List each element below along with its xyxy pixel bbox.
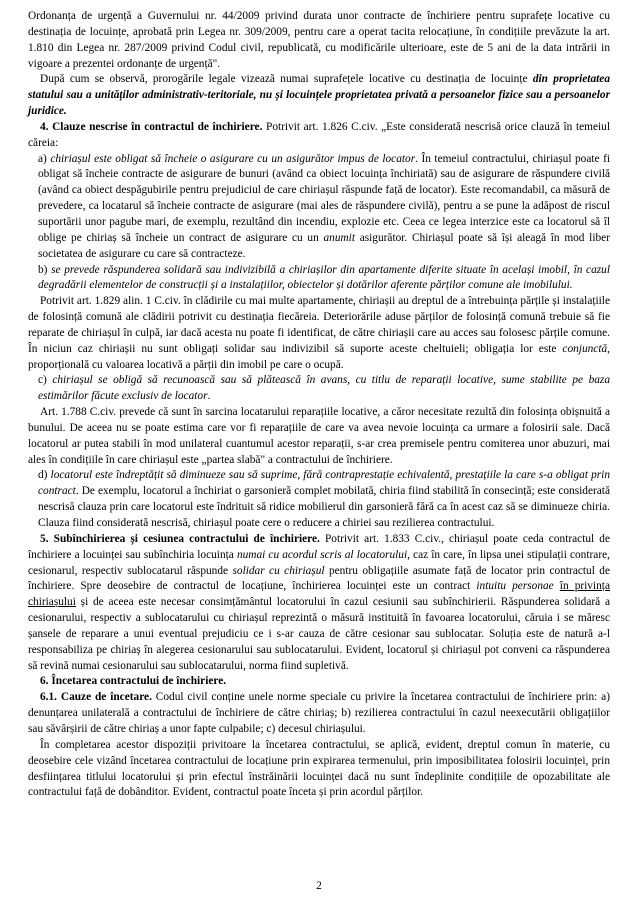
paragraph: a) chiriașul este obligat să încheie o asigurare cu un asigurător impus de locator. În temeiul contractului, chiriașul poate fi obligat să încheie contracte de asigurare de bunuri (având ca obiect locuința închiriată) sau de asigurare de răspundere civilă (având ca obiect despăgubirile pentru prejudiciul de care chiriașul răspunde față de locator). Este recomandabil, ca măsură de prevedere, ca locatarul să încheie contracte de asigurare (mai ales de răspundere civilă), pentru a se pune la adăpost de riscul suportării unor pagube mari, de exemplu, rezultând din incendiu, explozie etc. Ceea ce legea interzice este ca locatorul să îl oblige pe chiriaș să încheie un contract de asigurare cu un anumit asigurător. Chiriașul poate să își aleagă în mod liber societatea de asigurare cu care să contracteze.: [38, 152, 610, 260]
paragraph: 4. Clauze nescrise în contractul de închiriere. Potrivit art. 1.826 C.civ. „Este considerată nescrisă orice clauză în temeiul căreia:: [28, 120, 610, 149]
paragraph: d) locatorul este îndreptățit să diminueze sau să suprime, fără contraprestație echivalentă, prestațiile la care s-a obligat prin contract. De exemplu, locatorul a închiriat o garsonieră complet mobilată, chiria fiind stabilită în consecință; este considerată nescrisă clauza prin care locatorul este îndrituit să ridice mobilierul din garsonieră fără ca în acest caz să se diminueze chiria. Clauza fiind considerată nescrisă, chiriașul poate cere o reducere a chiriei sau rezilierea contractului.: [38, 469, 610, 529]
page-number: 2: [316, 880, 322, 892]
paragraph: În completarea acestor dispoziții privitoare la încetarea contractului, se aplică, evident, dreptul comun în materie, cu deosebire cele vizând încetarea contractului de locațiune prin expirarea termenului, prin imposibilitatea folosirii locuinței, prin desființarea titlului locatorului și prin efectul înstrăinării locuinței dacă nu sunt îndeplinite condițiile de opozabilitate ale contractului față de dobânditor. Evident, contractul poate înceta și prin acordul părților.: [28, 738, 610, 799]
paragraph: Art. 1.788 C.civ. prevede că sunt în sarcina locatarului reparațiile locative, a căror necesitate rezultă din folosința obișnuită a bunului. De aceea nu se poate estima care vor fi reparațiile de care va avea nevoie locuința ca urmare a folosirii sale. Dacă locatorul ar putea stabili în mod unilateral cuantumul acestor reparații, s-ar crea premisele pentru comiterea unor abuzuri, mai ales în condițiile în care chiriașul este „partea slabă" a contractului de închiriere.: [28, 406, 610, 466]
paragraph: Potrivit art. 1.829 alin. 1 C.civ. în clădirile cu mai multe apartamente, chiriașii au dreptul de a întrebuința părțile și instalațiile de folosință comună ale clădirii potrivit cu destinația fiecăreia. Deteriorările aduse părților de folosință comună trebuie să fie reparate de chiriașul în culpă, iar dacă acesta nu poate fi identificat, de către chiriașii care au acces sau folosesc părțile comune. În niciun caz chiriașii nu sunt obligați solidar sau indivizibil să suporte aceste cheltuieli; obligația lor este conjunctă, proporțională cu valoarea locativă a părții din imobil pe care o ocupă.: [28, 295, 610, 371]
paragraph: b) se prevede răspunderea solidară sau indivizibilă a chiriașilor din apartamente diferite situate în același imobil, în cazul degradării elementelor de construcții și a instalațiilor, obiectelor și dotărilor aferente părților comune ale imobilului.: [38, 263, 610, 292]
paragraph: c) chiriașul se obligă să recunoască sau să plătească în avans, cu titlu de reparații locative, sume stabilite pe baza estimărilor făcute exclusiv de locator.: [38, 374, 610, 403]
paragraph: Ordonanța de urgență a Guvernului nr. 44/2009 privind durata unor contracte de închiriere pentru suprafețe locative cu destinația de locuințe, aprobată prin Legea nr. 309/2009, pentru care a operat tacita relocațiune, în condițiile prevăzute la art. 1.810 din Legea nr. 287/2009 privind Codul civil, republicată, cu modificările ulterioare, este de 5 ani de la data intrării in vigoare a prezentei ordonanțe de urgență".: [28, 10, 610, 70]
paragraph: 6. Încetarea contractului de închiriere.: [40, 675, 227, 688]
paragraph: După cum se observă, prorogările legale vizează numai suprafețele locative cu destinația de locuințe din proprietatea statului sau a unităților administrativ-teritoriale, nu și locuințele proprietatea privată a persoanelor fizice sau a persoanelor juridice.: [28, 73, 610, 118]
document-body: [28, 9, 610, 801]
paragraph: 6.1. Cauze de încetare. Codul civil conține unele norme speciale cu privire la încetarea contractului de închiriere prin: a) denunțarea unilaterală a contractului de închiriere de către chiriaș; b) rezilierea contractului în cazul neexecutării obligațiilor sau săvârșirii de către chiriaș a unor fapte culpabile; c) decesul chiriașului.: [28, 691, 610, 735]
paragraph: 5. Subînchirierea și cesiunea contractului de închiriere. Potrivit art. 1.833 C.civ., chiriașul poate ceda contractul de închiriere a locuinței sau subînchiria locuința numai cu acordul scris al locatorului, caz în care, în lipsa unei stipulații contrare, cesionarul, respectiv sublocatarul răspunde solidar cu chiriașul pentru obligațiile asumate față de locator prin contractul de închiriere. Spre deosebire de contractul de locațiune, închirierea locuinței este un contract intuitu personae în privința chiriașului și de aceea este necesar consimțământul locatorului în cazul cesiunii sau subînchirierii. Răspunderea solidară a cesionarului, respectiv a sublocatarului cu chiriașul reprezintă o măsură instituită în favoarea locatorului, căruia i se măresc șansele de reparare a unui eventual prejudiciu ce i s-ar cauza de către cesionar sau sublocatar. Soluția este de natură a-l responsabiliza pe chiriaș în alegerea cesionarului sau sublocatarului. Evident, locatorul și chiriașul pot conveni ca răspunderea să revină numai cesionarului sau sublocatarului, norma fiind supletivă.: [28, 532, 610, 672]
